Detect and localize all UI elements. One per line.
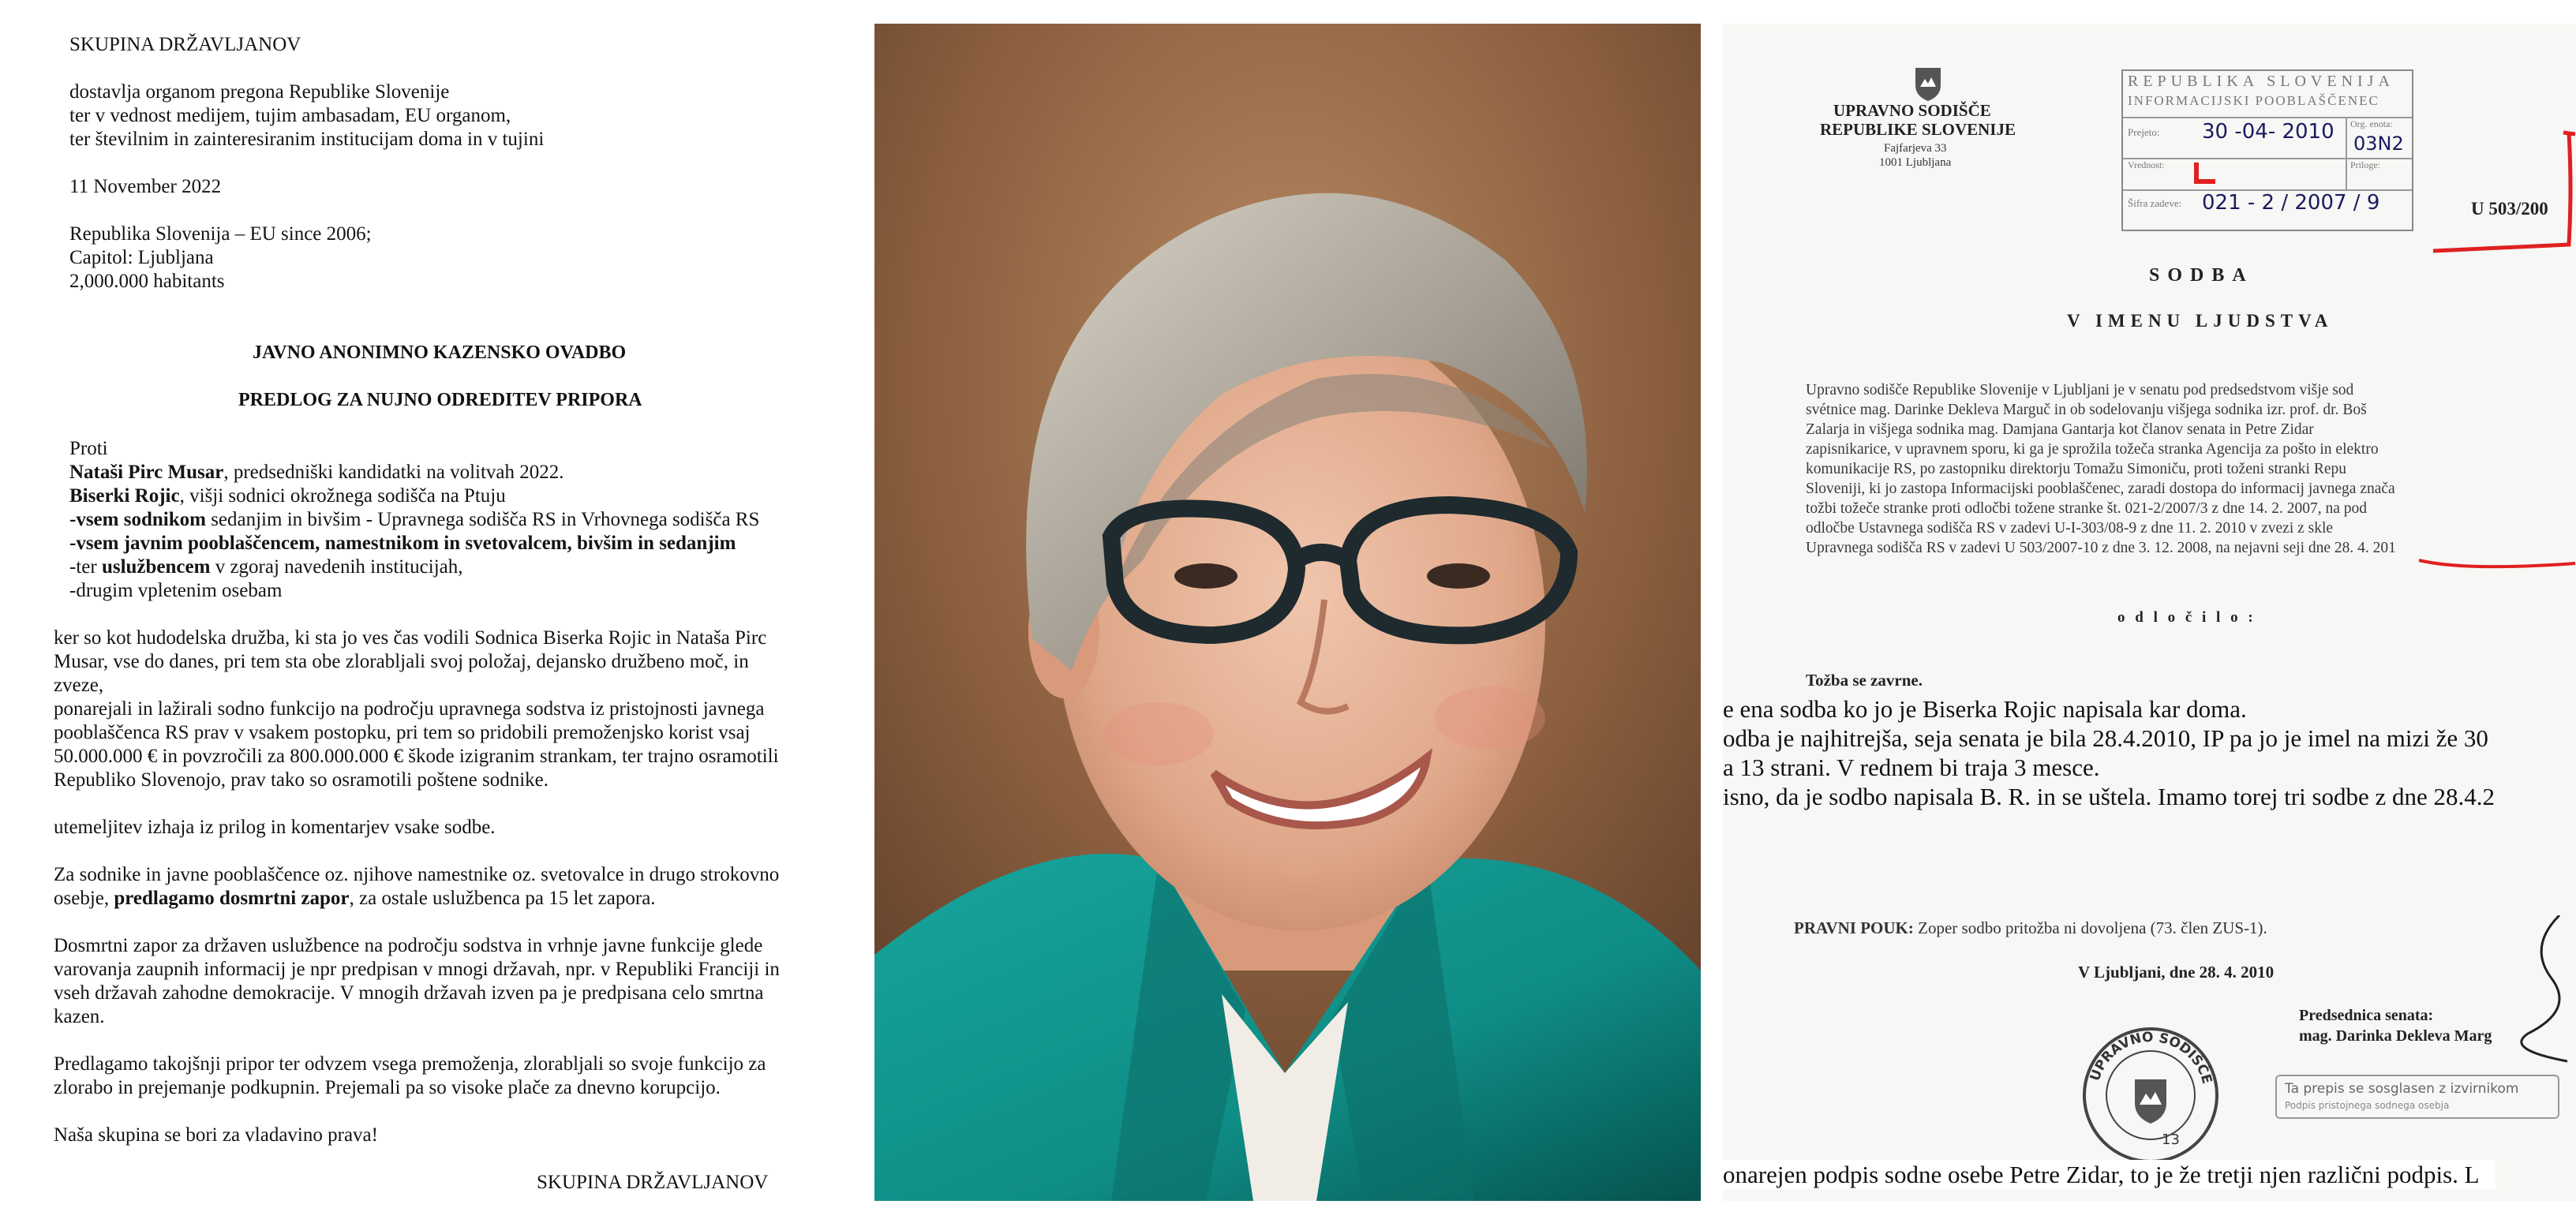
decision-text: Tožba se zavrne. — [1806, 671, 1923, 690]
court-body-line: zapisnikarice, v upravnem sporu, ki ga je sprožila tožeča stranka Agencija za pošto in elektro — [1806, 441, 2379, 458]
state-line: Republika Slovenija – EU since 2006; — [69, 223, 372, 245]
seal-text: UPRAVNO SODIŠČE — [2087, 1029, 2215, 1086]
court-body-line: komunikacije RS, po zastopniku direktorju Tomažu Simoniču, proti toženi stranki Repu — [1806, 461, 2347, 477]
portrait-photo — [874, 24, 1701, 1201]
document-heading: SODBA — [2149, 265, 2254, 286]
state-line: 2,000.000 habitants — [69, 271, 225, 292]
para-line: Musar, vse do danes, pri tem sta obe zlorabljali svoj položaj, dejansko družbeno moč, in — [54, 651, 749, 672]
address-line: dostavlja organom pregona Republike Slovenije — [69, 81, 450, 103]
para-line: pooblaščenca RS prav v vsakem postopku, pri tem so pridobili premoženjsko korist vsaj — [54, 722, 751, 743]
stamp-date: 30 -04- 2010 — [2202, 120, 2334, 144]
accused-line: -ter uslužbencem v zgoraj navedenih institucijah, — [69, 556, 463, 578]
comment-line: odba je najhitrejša, seja senata je bila 28.4.2010, IP pa jo je imel na mizi že 30 — [1723, 724, 2488, 752]
para-line: Za sodnike in javne pooblaščence oz. njihove namestnike oz. svetovalce in drugo strokovno — [54, 864, 780, 885]
letter-header: SKUPINA DRŽAVLJANOV — [69, 34, 301, 55]
accused-line: -vsem javnim pooblaščencem, namestnikom in svetovalcem, bivšim in sedanjim — [69, 533, 736, 554]
letter-date: 11 November 2022 — [69, 176, 222, 197]
accused-line: -vsem sodnikom sedanjim in bivšim - Upravnega sodišča RS in Vrhovnega sodišča RS — [69, 509, 760, 530]
para-line: osebje, predlagamo dosmrtni zapor, za ostale uslužbenca pa 15 let zapora. — [54, 888, 656, 909]
signer-name: mag. Darinka Dekleva Marg — [2299, 1027, 2492, 1045]
para-line: vseh državah zahodne demokracije. V mnogih državah izven pa je predpisana celo smrtna — [54, 982, 764, 1004]
final-comment: onarejen podpis sodne osebe Petre Zidar, to je že tretji njen različni podpis. L — [1723, 1160, 2496, 1189]
stamp-label: Org. enota: — [2350, 118, 2393, 129]
court-body-line: Upravnega sodišča RS v zadevi U 503/2007-10 z dne 3. 12. 2008, na nejavni seji dne 28. 4. 201 — [1806, 540, 2396, 556]
para-line: ponarejali in lažirali sodno funkcijo na področju upravnega sodstva iz pristojnosti javnega — [54, 698, 765, 720]
coat-of-arms-icon — [1912, 65, 1944, 103]
address-line: ter v vednost medijem, tujim ambasadam, EU organom, — [69, 105, 511, 126]
stamp-case-number: 021 - 2 / 2007 / 9 — [2202, 191, 2380, 215]
comment-line: e ena sodba ko jo je Biserka Rojic napisala kar doma. — [1723, 695, 2247, 723]
court-document-panel — [1723, 24, 2576, 1201]
seal-number: 13 — [2162, 1131, 2180, 1148]
letter-subtitle: PREDLOG ZA NUJNO ODREDITEV PRIPORA — [238, 390, 642, 410]
document-subheading: V IMENU LJUDSTVA — [2067, 311, 2334, 331]
para-line: kazen. — [54, 1006, 105, 1027]
accused-line: Biserki Rojic, višji sodnici okrožnega sodišča na Ptuju — [69, 485, 506, 507]
stamp-label: Vrednost: — [2128, 159, 2165, 170]
court-seal-icon — [2080, 1024, 2222, 1166]
para-line: ker so kot hudodelska družba, ki sta jo ves čas vodili Sodnica Biserka Rojic in Nataša Pirc — [54, 627, 767, 649]
court-body-line: Zalarja in višjega sodnika mag. Damjana Gantarja kot članov senata in Petre Zidar — [1806, 421, 2314, 438]
svg-text:UPRAVNO SODIŠČE — [2087, 1030, 2215, 1086]
stamp-label: Prejeto: — [2128, 126, 2160, 138]
signer-role: Predsednica senata: — [2299, 1007, 2434, 1024]
para-line: zveze, — [54, 675, 104, 696]
stamp-label: Šifra zadeve: — [2128, 197, 2182, 209]
red-annotation-marks — [2165, 103, 2575, 276]
para-line: 50.000.000 € in povzročili za 800.000.000 € škode izigranim strankam, ter trajno osramotili — [54, 746, 779, 767]
comment-line: isno, da je sodbo napisala B. R. in se uštela. Imamo torej tri sodbe z dne 28.4.2 — [1723, 783, 2496, 810]
para-line: utemeljitev izhaja iz prilog in komentarjev vsake sodbe. — [54, 817, 496, 838]
state-line: Capitol: Ljubljana — [69, 247, 214, 268]
para-line: varovanja zaupnih informacij je npr predpisan v mnogi državah, npr. v Republiki Franciji in — [54, 959, 780, 980]
stamp-label: Priloge: — [2350, 159, 2380, 170]
comment-line: a 13 strani. V rednem bi traja 3 mesce. — [1723, 754, 2100, 781]
letter-title: JAVNO ANONIMNO KAZENSKO OVADBO — [253, 342, 627, 363]
court-address: Fajfarjeva 33 — [1884, 142, 1947, 155]
para-line: Predlagamo takojšnji pripor ter odvzem vsega premoženja, zlorabljali so svoje funkcijo za — [54, 1053, 766, 1075]
portrait-illustration — [874, 24, 1701, 1201]
address-line: ter številnim in zainteresiranim institucijam doma in v tujini — [69, 129, 545, 150]
place-date: V Ljubljani, dne 28. 4. 2010 — [2078, 963, 2275, 982]
copy-stamp-line: Ta prepis se sosglasen z izvirnikom — [2285, 1081, 2519, 1097]
copy-stamp-line: Podpis pristojnega sodnega osebja — [2285, 1100, 2450, 1111]
court-body-line: svétnice mag. Darinke Dekleva Marguč in ob sodelovanju višjega sodnika izr. prof. dr. Boš — [1806, 402, 2367, 418]
accused-line: -drugim vpletenim osebam — [69, 580, 283, 601]
para-line: zlorabo in prejemanje podkupnin. Prejemali pa so visoke plače za dnevno korupcijo. — [54, 1077, 721, 1098]
letter-signature: SKUPINA DRŽAVLJANOV — [537, 1172, 769, 1193]
case-number: U 503/200 — [2471, 199, 2548, 219]
para-line: Naša skupina se bori za vladavino prava! — [54, 1124, 378, 1146]
court-name: REPUBLIKE SLOVENIJE — [1820, 120, 2016, 139]
para-line: Dosmrtni zapor za državen uslužbence na področju sodstva in vrhnje javne funkcije glede — [54, 935, 763, 956]
court-name: UPRAVNO SODIŠČE — [1833, 101, 1991, 120]
proti-label: Proti — [69, 438, 108, 459]
letter-panel — [0, 0, 860, 1223]
court-address: 1001 Ljubljana — [1879, 156, 1952, 169]
court-seal — [2080, 1024, 2222, 1166]
legal-notice: PRAVNI POUK: Zoper sodbo pritožba ni dovoljena (73. člen ZUS-1). — [1794, 918, 2267, 937]
para-line: Republiko Slovenojo, prav tako so osramotili poštene sodnike. — [54, 769, 549, 791]
court-body-line: Upravno sodišče Republike Slovenije v Ljubljani je v senatu pod predsedstvom višje sod — [1806, 382, 2354, 398]
copy-stamp — [2275, 1075, 2559, 1119]
handwritten-signature — [2481, 915, 2576, 1065]
accused-line: Nataši Pirc Musar, predsedniški kandidatki na volitvah 2022. — [69, 462, 564, 483]
court-body-line: odločbe Ustavnega sodišča RS v zadevi U-I-303/08-9 z dne 11. 2. 2010 v zvezi z skle — [1806, 520, 2334, 537]
decision-heading: o d l o č i l o : — [2117, 609, 2256, 626]
stamp-line: REPUBLIKA SLOVENIJA — [2128, 73, 2394, 90]
court-body-line: tožbi tožeče stranke proti odločbi tožene stranke št. 021-2/2007/3 z dne 14. 2. 2007, na pod — [1806, 500, 2368, 517]
red-underline — [2417, 557, 2576, 573]
court-body-line: Sloveniji, ki jo zastopa Informacijski pooblaščenec, zaradi dostopa do informacij javnega znača — [1806, 481, 2395, 497]
stamp-line: INFORMACIJSKI POOBLAŠČENEC — [2128, 93, 2379, 108]
stamp-org-value: 03N2 — [2353, 133, 2404, 155]
